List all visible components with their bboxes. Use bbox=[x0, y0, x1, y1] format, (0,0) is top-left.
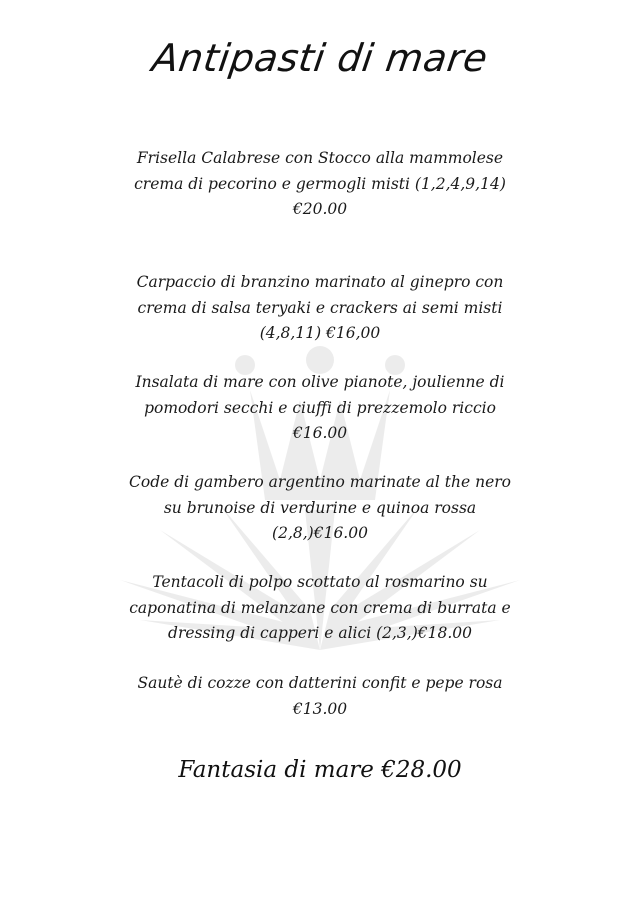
item-line: Code di gambero argentino marinate al the nero bbox=[129, 473, 511, 491]
item-price: (2,8,)€16.00 bbox=[272, 524, 368, 542]
item-price: €13.00 bbox=[292, 699, 348, 718]
menu-item-gambero bbox=[100, 470, 540, 547]
menu-finale-fantasia: Fantasia di mare €28.00 bbox=[178, 757, 462, 783]
item-price: (4,8,11) €16,00 bbox=[259, 324, 381, 342]
item-line: crema di pecorino e germogli misti (1,2,4,9,14) bbox=[134, 174, 506, 193]
menu-item-cozze bbox=[100, 671, 540, 722]
menu-item-polpo bbox=[100, 570, 540, 647]
item-line: dressing di capperi e alici (2,3,)€18.00 bbox=[168, 624, 472, 642]
item-price: €20.00 bbox=[292, 200, 348, 218]
item-line: crema di salsa teryaki e crackers ai semi misti bbox=[137, 298, 503, 317]
item-line: caponatina di melanzane con crema di burrata e bbox=[129, 598, 511, 617]
item-price: €16.00 bbox=[292, 424, 348, 442]
menu-item-carpaccio bbox=[100, 270, 540, 347]
menu-item-insalata bbox=[100, 370, 540, 447]
item-line: Carpaccio di branzino marinato al ginepro con bbox=[136, 273, 504, 291]
item-line: Sautè di cozze con datterini confit e pepe rosa bbox=[137, 674, 503, 692]
item-line: Frisella Calabrese con Stocco alla mammolese bbox=[136, 149, 504, 167]
item-line: pomodori secchi e ciuffi di prezzemolo riccio bbox=[144, 398, 496, 417]
item-line: Tentacoli di polpo scottato al rosmarino su bbox=[152, 573, 488, 591]
menu-title: Antipasti di mare bbox=[149, 36, 491, 80]
menu-item-frisella bbox=[100, 146, 540, 223]
item-line: Insalata di mare con olive pianote, joulienne di bbox=[135, 373, 505, 391]
item-line: su brunoise di verdurine e quinoa rossa bbox=[163, 498, 477, 517]
